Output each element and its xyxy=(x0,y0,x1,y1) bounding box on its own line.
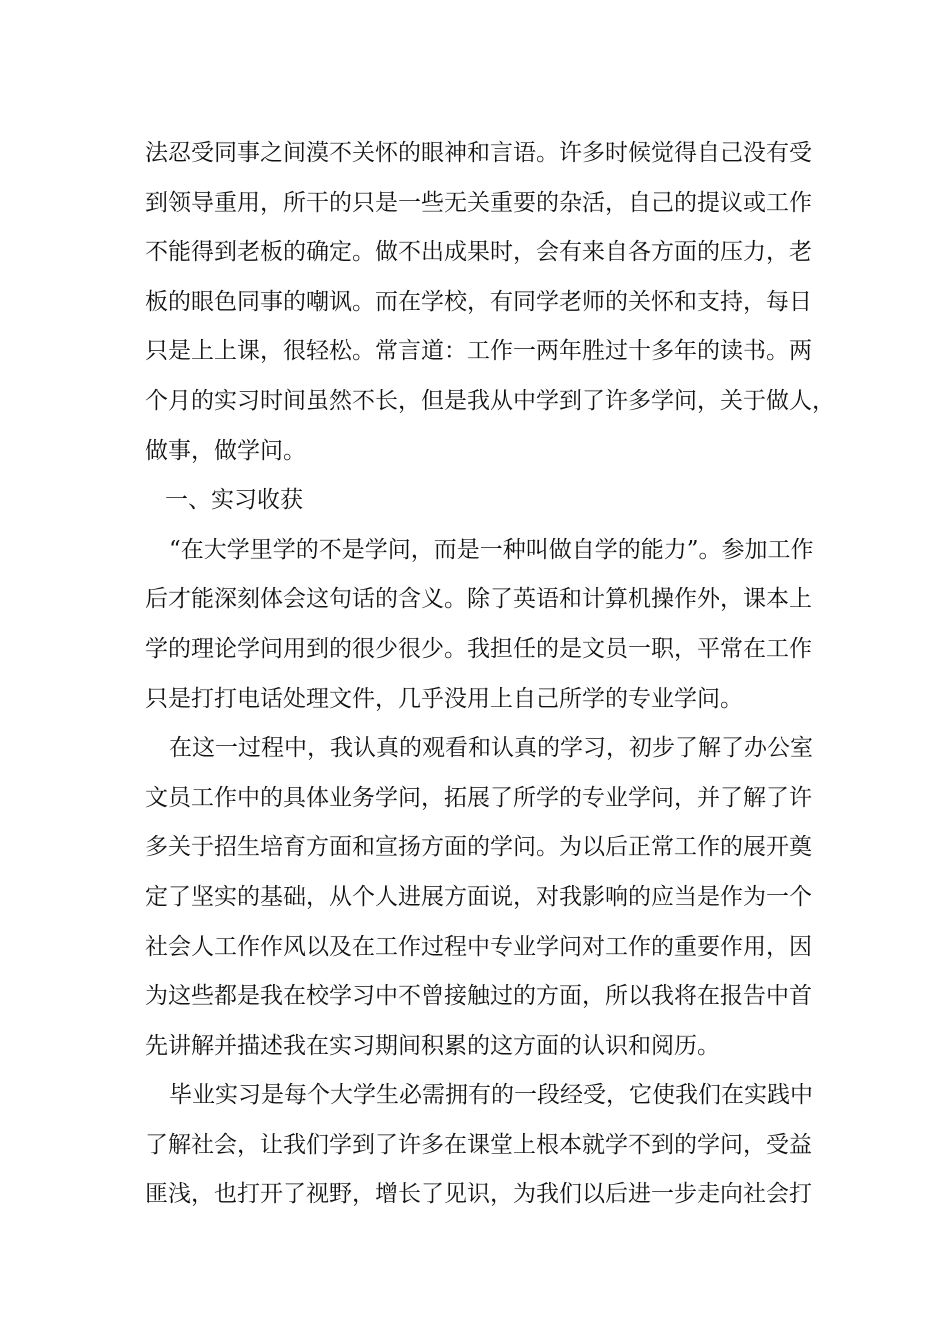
text-line: 为这些都是我在校学习中不曾接触过的方面，所以我将在报告中首 xyxy=(145,983,812,1010)
text-line: 板的眼色同事的嘲讽。而在学校，有同学老师的关怀和支持，每日 xyxy=(145,288,812,315)
text-line: 了解社会，让我们学到了许多在课堂上根本就学不到的学问，受益 xyxy=(145,1131,812,1158)
document-body xyxy=(145,129,835,1220)
paragraph-process xyxy=(145,724,813,1071)
text-line: 只是上上课，很轻松。常言道：工作一两年胜过十多年的读书。两 xyxy=(145,338,812,365)
text-line: 学的理论学问用到的很少很少。我担任的是文员一职，平常在工作 xyxy=(145,635,812,662)
text-line: 社会人工作作风以及在工作过程中专业学问对工作的重要作用，因 xyxy=(145,933,812,960)
text-line: 做事，做学问。 xyxy=(145,437,306,464)
paragraph-internship xyxy=(145,1071,813,1220)
text-line: 文员工作中的具体业务学问，拓展了所学的专业学问，并了解了许 xyxy=(145,784,812,811)
text-line: 后才能深刻体会这句话的含义。除了英语和计算机操作外，课本上 xyxy=(145,586,812,613)
text-line: 个月的实习时间虽然不长，但是我从中学到了许多学问，关于做人， xyxy=(145,387,835,414)
section-heading: 一、实习收获 xyxy=(165,487,303,514)
text-line: “在大学里学的不是学问，而是一种叫做自学的能力”。参加工作 xyxy=(169,536,814,563)
text-line: 只是打打电话处理文件，几乎没用上自己所学的专业学问。 xyxy=(145,685,743,712)
text-line: 先讲解并描述我在实习期间积累的这方面的认识和阅历。 xyxy=(145,1032,720,1059)
text-line: 在这一过程中，我认真的观看和认真的学习，初步了解了办公室 xyxy=(169,735,813,762)
paragraph-continued xyxy=(145,129,835,476)
text-line: 定了坚实的基础，从个人进展方面说，对我影响的应当是作为一个 xyxy=(145,883,812,910)
text-line: 不能得到老板的确定。做不出成果时，会有来自各方面的压力，老 xyxy=(145,239,812,266)
text-line: 匪浅，也打开了视野，增长了见识，为我们以后进一步走向社会打 xyxy=(145,1181,812,1208)
paragraph-quote xyxy=(145,526,814,724)
text-line: 毕业实习是每个大学生必需拥有的一段经受，它使我们在实践中 xyxy=(169,1082,813,1109)
text-line: 多关于招生培育方面和宣扬方面的学问。为以后正常工作的展开奠 xyxy=(145,834,812,861)
text-line: 到领导重用，所干的只是一些无关重要的杂活，自己的提议或工作 xyxy=(145,189,812,216)
text-line: 法忍受同事之间漠不关怀的眼神和言语。许多时候觉得自己没有受 xyxy=(145,140,812,166)
